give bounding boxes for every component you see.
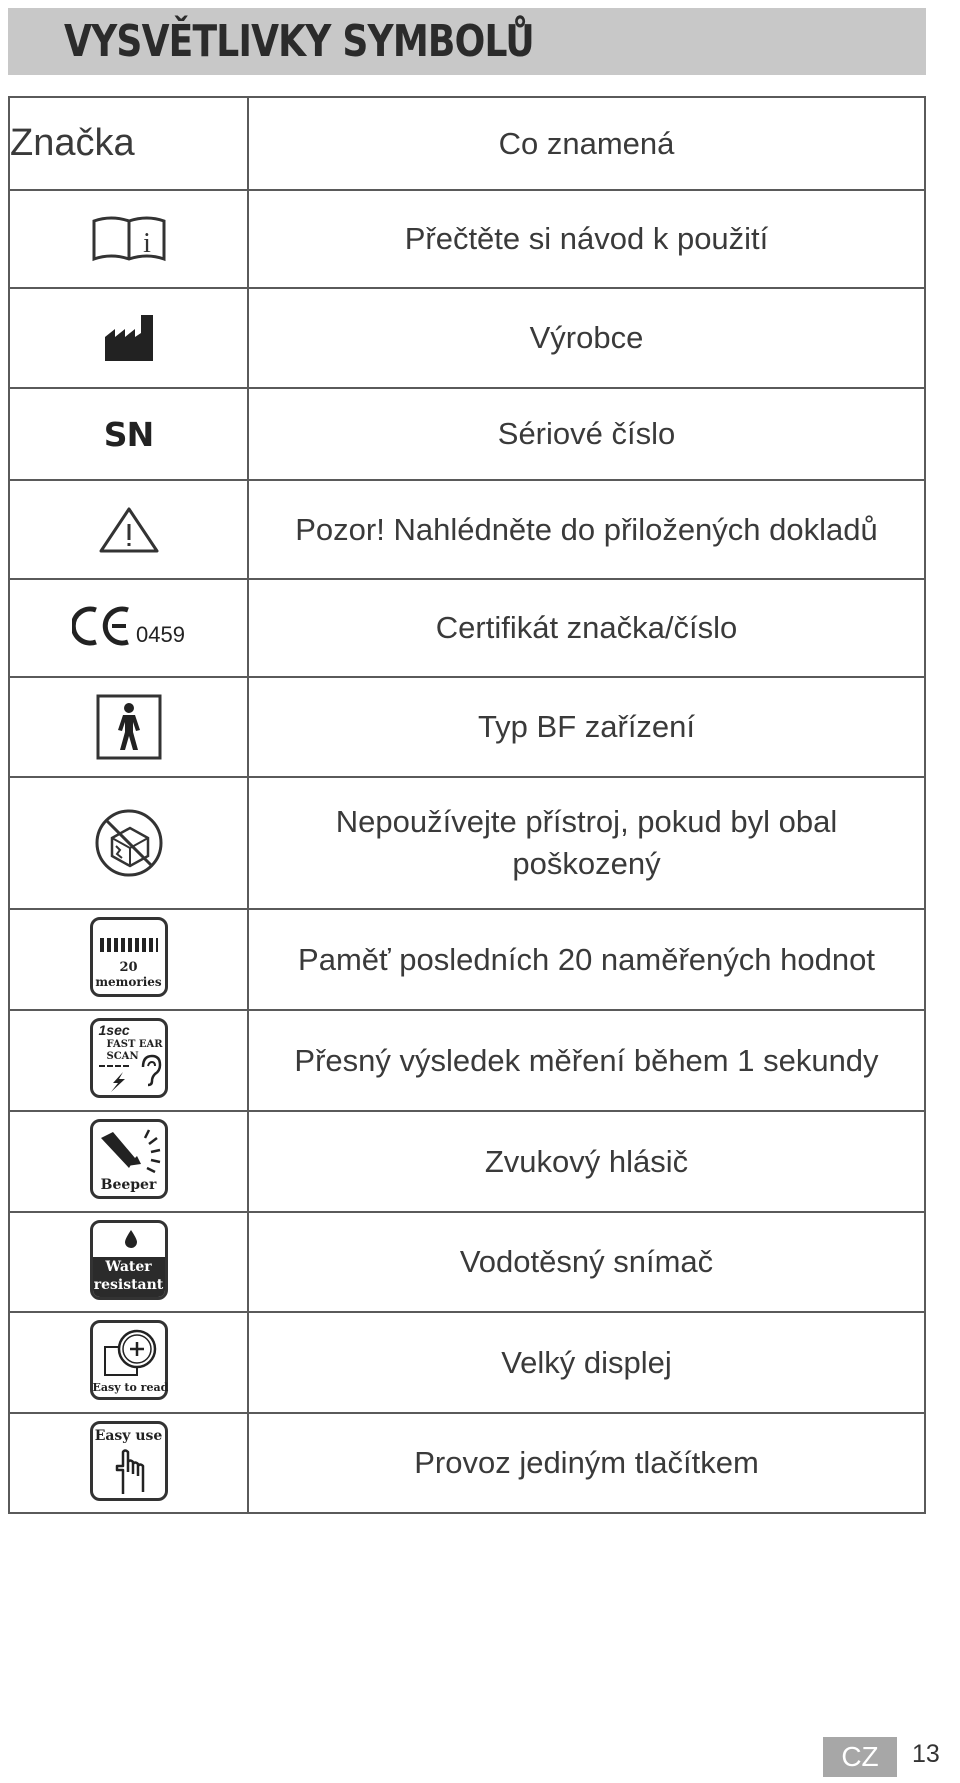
- title-bar: [8, 8, 926, 75]
- row-meaning: Sériové číslo: [248, 388, 925, 480]
- svg-text:i: i: [142, 228, 151, 259]
- table-row: [9, 1111, 925, 1212]
- row-meaning: Velký displej: [248, 1312, 925, 1413]
- manufacturer-factory-icon: [103, 313, 155, 363]
- header-meaning: Co znamená: [248, 97, 925, 190]
- fast-ear-scan-icon: [90, 1018, 168, 1098]
- row-meaning: Zvukový hlásič: [248, 1111, 925, 1212]
- table-row: [9, 288, 925, 388]
- warning-triangle-icon: [98, 506, 160, 554]
- damaged-package-icon: [94, 808, 164, 878]
- row-meaning: Nepoužívejte přístroj, pokud byl obal poškozený: [248, 777, 925, 909]
- beeper-icon: [90, 1119, 168, 1199]
- dash-line: [99, 1065, 129, 1067]
- easy-to-read-label: Easy to read: [92, 1381, 169, 1394]
- row-meaning: Vodotěsný snímač: [248, 1212, 925, 1312]
- hand-pointer-icon: [113, 1448, 151, 1496]
- row-meaning: Výrobce: [248, 288, 925, 388]
- table-row: [9, 777, 925, 909]
- water-label-1: Water: [105, 1258, 152, 1275]
- row-meaning: Certifikát značka/číslo: [248, 579, 925, 677]
- memory-chip-icon: [100, 938, 158, 952]
- table-header-row: [9, 97, 925, 190]
- memory-count: 20: [119, 960, 138, 975]
- row-meaning: Typ BF zařízení: [248, 677, 925, 777]
- table-row: [9, 1312, 925, 1413]
- table-row: [9, 579, 925, 677]
- scan-label-1: FAST EAR: [106, 1039, 163, 1050]
- scan-label-2: SCAN: [106, 1051, 139, 1062]
- easy-to-read-icon: [90, 1320, 168, 1400]
- water-drop-icon: [124, 1229, 138, 1249]
- speaker-icon: [97, 1128, 163, 1174]
- table-row: [9, 388, 925, 480]
- water-resistant-icon: [90, 1220, 168, 1300]
- ce-mark-icon: [72, 604, 185, 648]
- scan-time: 1sec: [98, 1022, 130, 1038]
- beeper-label: Beeper: [100, 1177, 157, 1193]
- instructions-book-icon: [91, 215, 167, 263]
- ce-number: 0459: [136, 621, 185, 647]
- type-bf-icon: [96, 694, 162, 760]
- table-row: [9, 1413, 925, 1513]
- page-number: 13: [912, 1740, 940, 1768]
- row-meaning: Přečtěte si návod k použití: [248, 190, 925, 288]
- table-row: [9, 1212, 925, 1312]
- symbols-table: [8, 96, 926, 1514]
- magnifier-icon: [99, 1327, 161, 1379]
- lightning-icon: [107, 1071, 129, 1093]
- row-meaning: Pozor! Nahlédněte do přiložených dokladů: [248, 480, 925, 579]
- easy-use-label: Easy use: [94, 1427, 163, 1444]
- water-label-2: resistant: [93, 1276, 164, 1293]
- table-row: [9, 909, 925, 1010]
- table-row: [9, 190, 925, 288]
- serial-number-icon: SN: [103, 414, 154, 454]
- memory-label: memories: [95, 975, 162, 989]
- table-row: [9, 480, 925, 579]
- easy-use-icon: [90, 1421, 168, 1501]
- table-row: [9, 677, 925, 777]
- memory-icon: [90, 917, 168, 997]
- ear-icon: [137, 1053, 163, 1087]
- language-badge: CZ: [823, 1737, 897, 1777]
- header-symbol: Značka: [9, 97, 248, 190]
- row-meaning: Přesný výsledek měření během 1 sekundy: [248, 1010, 925, 1111]
- row-meaning: Paměť posledních 20 naměřených hodnot: [248, 909, 925, 1010]
- table-row: [9, 1010, 925, 1111]
- page-title: VYSVĚTLIVKY SYMBOLŮ: [64, 16, 534, 67]
- row-meaning: Provoz jediným tlačítkem: [248, 1413, 925, 1513]
